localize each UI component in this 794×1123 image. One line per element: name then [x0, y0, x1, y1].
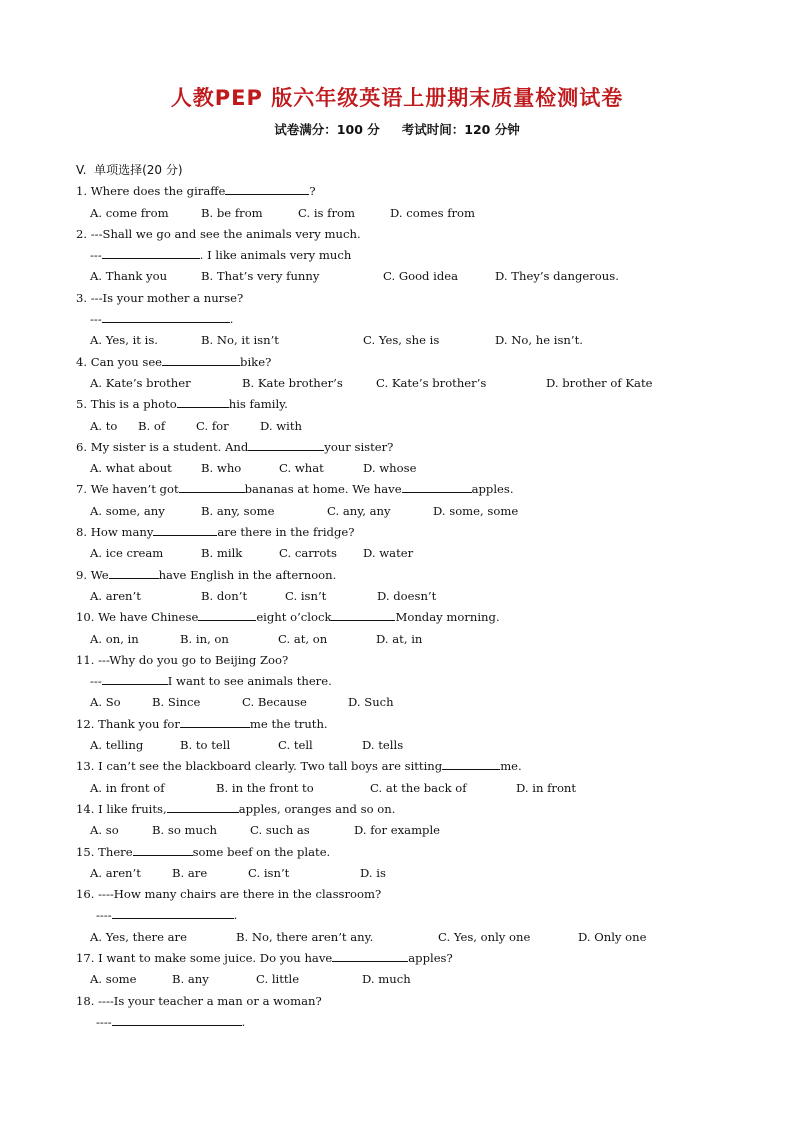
answer-blank [198, 608, 256, 621]
answer-line-18 [76, 1012, 756, 1033]
options-16 [76, 927, 756, 948]
option-c: C. is from [298, 205, 355, 220]
answer-blank [402, 480, 472, 493]
answer-blank [177, 395, 229, 408]
option-d: D. doesn’t [377, 588, 437, 603]
option-c: C. tell [278, 738, 313, 753]
options-8 [76, 543, 756, 564]
option-c: C. Yes, only one [438, 929, 531, 944]
option-b: B. Kate brother’s [242, 375, 343, 390]
question-stem-end: apples, oranges and so on. [238, 801, 396, 816]
option-b: B. be from [201, 205, 263, 220]
question-18 [76, 991, 756, 1012]
options-9 [76, 586, 756, 607]
exam-time: 考试时间：120 分钟 [401, 122, 520, 137]
option-a: A. So [90, 695, 121, 710]
option-b: B. No, there aren’t any. [236, 929, 374, 944]
option-b: B. in, on [180, 631, 229, 646]
option-d: D. much [362, 972, 411, 987]
option-b: B. That’s very funny [201, 269, 320, 284]
option-c: C. Because [242, 695, 307, 710]
option-b: B. of [138, 418, 166, 433]
answer-blank [179, 480, 245, 493]
answer-text: . [241, 1014, 246, 1029]
question-stem-end: bike? [240, 354, 272, 369]
option-d: D. some, some [433, 503, 519, 518]
options-17 [76, 969, 756, 990]
question-stem: 18. ----Is your teacher a man or a woman? [76, 993, 322, 1008]
answer-blank [102, 672, 168, 685]
question-stem: 11. ---Why do you go to Beijing Zoo? [76, 652, 289, 667]
answer-line-11 [76, 671, 756, 692]
option-a: A. Yes, there are [90, 929, 187, 944]
option-d: D. brother of Kate [546, 375, 653, 390]
question-stem: 6. My sister is a student. And [76, 439, 249, 454]
answer-blank [102, 246, 200, 259]
section-heading: V. 单项选择(20 分) [76, 163, 183, 177]
question-1 [76, 181, 756, 202]
options-12 [76, 735, 756, 756]
question-stem-end: me. [500, 759, 522, 774]
option-a: A. in front of [90, 780, 165, 795]
answer-text: . [233, 908, 238, 923]
question-stem: 14. I like fruits, [76, 801, 167, 816]
answer-blank [331, 608, 395, 621]
question-9 [76, 565, 756, 586]
question-stem: 13. I can’t see the blackboard clearly. Two tall boys are sitting [76, 759, 443, 774]
answer-blank [153, 523, 217, 536]
option-d: D. whose [363, 461, 417, 476]
option-b: B. so much [152, 823, 217, 838]
dash: --- [90, 248, 102, 263]
question-stem-mid: eight o’clock [256, 610, 332, 625]
option-d: D. for example [354, 823, 441, 838]
question-12 [76, 714, 756, 735]
options-4 [76, 373, 756, 394]
option-d: D. tells [362, 738, 404, 753]
exam-info [0, 120, 794, 138]
question-4 [76, 352, 756, 373]
question-stem: 12. Thank you for [76, 716, 180, 731]
question-16 [76, 884, 756, 905]
option-c: C. Good idea [383, 269, 459, 284]
option-c: C. isn’t [285, 588, 327, 603]
option-b: B. who [201, 461, 242, 476]
option-c: C. at, on [278, 631, 328, 646]
option-a: A. what about [90, 461, 172, 476]
option-d: D. Only one [578, 929, 647, 944]
option-c: C. for [196, 418, 229, 433]
answer-line-16 [76, 905, 756, 926]
option-d: D. water [363, 546, 414, 561]
option-b: B. any, some [201, 503, 275, 518]
question-stem: 17. I want to make some juice. Do you have [76, 950, 333, 965]
option-c: C. little [256, 972, 300, 987]
question-14 [76, 799, 756, 820]
answer-text: . I like animals very much [199, 248, 352, 263]
answer-blank [442, 757, 500, 770]
question-11 [76, 650, 756, 671]
option-d: D. comes from [390, 205, 476, 220]
option-c: C. such as [250, 823, 310, 838]
answer-line-2 [76, 245, 756, 266]
question-stem-end: are there in the fridge? [217, 525, 355, 540]
option-a: A. telling [90, 738, 144, 753]
question-10 [76, 607, 756, 628]
question-stem-end: apples. [471, 482, 514, 497]
option-a: A. to [90, 418, 118, 433]
option-a: A. come from [90, 205, 169, 220]
question-stem: 16. ----How many chairs are there in the classroom? [76, 887, 382, 902]
option-c: C. carrots [279, 546, 337, 561]
option-a: A. ice cream [90, 546, 164, 561]
options-7 [76, 501, 756, 522]
answer-blank [180, 715, 250, 728]
answer-blank [102, 310, 230, 323]
dash: --- [90, 674, 102, 689]
dash: --- [90, 312, 102, 327]
question-stem: 8. How many [76, 525, 154, 540]
question-stem-end: ? [309, 184, 316, 199]
question-stem: 2. ---Shall we go and see the animals very much. [76, 226, 361, 241]
dash: ---- [96, 908, 112, 923]
option-c: C. Yes, she is [363, 333, 440, 348]
options-5 [76, 416, 756, 437]
option-c: C. any, any [327, 503, 391, 518]
question-stem-end: Monday morning. [395, 610, 500, 625]
options-14 [76, 820, 756, 841]
option-c: C. at the back of [370, 780, 467, 795]
option-a: A. Yes, it is. [90, 333, 158, 348]
option-d: D. Such [348, 695, 394, 710]
answer-blank [332, 949, 408, 962]
option-a: A. some, any [90, 503, 165, 518]
option-b: B. any [172, 972, 209, 987]
full-score: 试卷满分：100 分 [274, 122, 380, 137]
option-b: B. milk [201, 546, 243, 561]
option-b: B. don’t [201, 588, 248, 603]
question-list [76, 160, 756, 1033]
option-b: B. to tell [180, 738, 231, 753]
answer-blank [112, 906, 234, 919]
options-10 [76, 629, 756, 650]
answer-blank [112, 1013, 242, 1026]
answer-blank [133, 843, 193, 856]
question-stem: 15. There [76, 844, 133, 859]
question-stem-mid: bananas at home. We have [244, 482, 402, 497]
dash: ---- [96, 1014, 112, 1029]
question-stem: 4. Can you see [76, 354, 163, 369]
option-d: D. They’s dangerous. [495, 269, 619, 284]
option-b: B. are [172, 865, 208, 880]
question-7 [76, 479, 756, 500]
option-a: A. Kate’s brother [90, 375, 191, 390]
question-stem-end: your sister? [324, 439, 394, 454]
option-a: A. aren’t [90, 588, 141, 603]
question-stem: 9. We [76, 567, 109, 582]
answer-blank [225, 182, 309, 195]
option-d: D. with [260, 418, 303, 433]
answer-text: . [229, 312, 234, 327]
question-stem: 1. Where does the giraffe [76, 184, 226, 199]
answer-line-3 [76, 309, 756, 330]
answer-text: I want to see animals there. [167, 674, 332, 689]
answer-blank [109, 566, 159, 579]
question-13 [76, 756, 756, 777]
question-6 [76, 437, 756, 458]
option-d: D. is [360, 865, 386, 880]
option-a: A. so [90, 823, 119, 838]
question-stem: 3. ---Is your mother a nurse? [76, 290, 244, 305]
option-a: A. some [90, 972, 137, 987]
question-stem: 5. This is a photo [76, 397, 177, 412]
option-a: A. Thank you [90, 269, 168, 284]
options-6 [76, 458, 756, 479]
options-2 [76, 266, 756, 287]
question-stem-end: apples? [408, 950, 453, 965]
question-stem-end: some beef on the plate. [192, 844, 331, 859]
option-c: C. what [279, 461, 324, 476]
option-a: A. on, in [90, 631, 139, 646]
option-d: D. in front [516, 780, 577, 795]
question-stem-end: have English in the afternoon. [158, 567, 337, 582]
answer-blank [162, 353, 240, 366]
option-b: B. Since [152, 695, 201, 710]
answer-blank [248, 438, 324, 451]
question-15 [76, 842, 756, 863]
option-d: D. No, he isn’t. [495, 333, 583, 348]
question-2 [76, 224, 756, 245]
options-13 [76, 778, 756, 799]
question-5 [76, 394, 756, 415]
question-17 [76, 948, 756, 969]
option-b: B. in the front to [216, 780, 314, 795]
option-c: C. isn’t [248, 865, 290, 880]
option-d: D. at, in [376, 631, 423, 646]
question-stem: 7. We haven’t got [76, 482, 179, 497]
question-stem-end: me the truth. [249, 716, 328, 731]
question-stem: 10. We have Chinese [76, 610, 199, 625]
option-c: C. Kate’s brother’s [376, 375, 487, 390]
option-a: A. aren’t [90, 865, 141, 880]
options-11 [76, 692, 756, 713]
question-8 [76, 522, 756, 543]
options-3 [76, 330, 756, 351]
answer-blank [167, 800, 239, 813]
options-1 [76, 203, 756, 224]
question-stem-end: his family. [228, 397, 288, 412]
question-3 [76, 288, 756, 309]
option-b: B. No, it isn’t [201, 333, 279, 348]
options-15 [76, 863, 756, 884]
page-title: 人教PEP 版六年级英语上册期末质量检测试卷 [170, 86, 624, 110]
